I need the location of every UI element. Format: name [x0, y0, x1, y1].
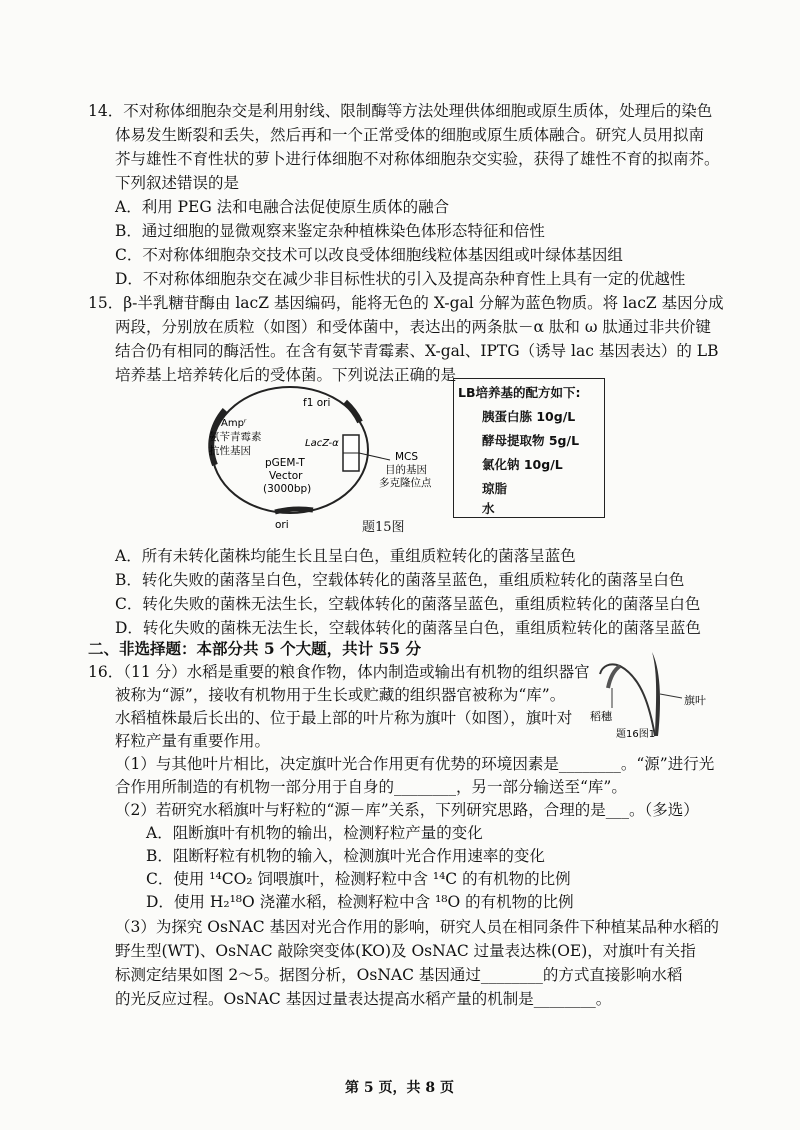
q16-part2-option-c: C．使用 ¹⁴CO₂ 饲喂旗叶，检测籽粒中含 ¹⁴C 的有机物的比例: [146, 870, 571, 888]
plasmid-figure: [195, 380, 455, 530]
q15-line-4: 培养基上培养转化后的受体菌。下列说法正确的是: [115, 366, 457, 384]
rice-figure-caption: 题16图1: [616, 729, 656, 740]
q16-part2-option-b: B．阻断籽粒有机物的输入，检测旗叶光合作用速率的变化: [146, 847, 545, 865]
page-footer: 第 5 页，共 8 页: [345, 1080, 454, 1096]
q16-intro-1: 16．（11 分）水稻是重要的粮食作物，体内制造或输出有机物的组织器官: [88, 663, 590, 681]
rice-panicle: [600, 664, 655, 736]
q16-part3-line-1: （3）为探究 OsNAC 基因对光合作用的影响，研究人员在相同条件下种植某品种水稻的: [115, 918, 719, 936]
amp-label-1: Ampʳ: [221, 418, 247, 429]
q16-part3-line-4: 的光反应过程。OsNAC 基因过量表达提高水稻产量的机制是________。: [115, 990, 612, 1008]
q16-part1-line-2: 合作用所制造的有机物一部分用于自身的________，另一部分输送至“库”。: [115, 778, 627, 796]
q16-part2-option-a: A．阻断旗叶有机物的输出，检测籽粒产量的变化: [146, 824, 483, 842]
lb-item: 琼脂: [482, 481, 508, 496]
q16-intro-2: 被称为“源”，接收有机物用于生长或贮藏的组织器官被称为“库”。: [115, 686, 566, 704]
lb-item: 胰蛋白胨 10g/L: [482, 409, 576, 424]
q14-option-c: C．不对称体细胞杂交技术可以改良受体细胞线粒体基因组或叶绿体基因组: [115, 246, 623, 264]
lb-item: 酵母提取物 5g/L: [482, 433, 580, 448]
q16-part1-line-1: （1）与其他叶片相比，决定旗叶光合作用更有优势的环境因素是________。“源”进行光: [115, 755, 715, 773]
q15-option-c: C．转化失败的菌株无法生长，空载体转化的菌落呈蓝色，重组质粒转化的菌落呈白色: [115, 595, 701, 613]
q16-part2: （2）若研究水稻旗叶与籽粒的“源－库”关系，下列研究思路，合理的是___。（多选）: [115, 801, 699, 819]
q15-line-1: 15．β-半乳糖苷酶由 lacZ 基因编码，能将无色的 X-gal 分解为蓝色物质。将 lacZ 基因分成: [88, 294, 724, 312]
q16-part2-option-d: D．使用 H₂¹⁸O 浇灌水稻，检测籽粒中含 ¹⁸O 的有机物的比例: [146, 893, 574, 911]
lb-medium-title: LB培养基的配方如下:: [458, 385, 581, 400]
q15-line-2: 两段，分别放在质粒（如图）和受体菌中，表达出的两条肽－α 肽和 ω 肽通过非共价键: [115, 318, 711, 336]
q15-option-a: A．所有未转化菌株均能生长且呈白色，重组质粒转化的菌落呈蓝色: [115, 547, 576, 565]
plasmid-caption: 题15图: [362, 520, 405, 535]
mcs-label-2: 目的基因: [385, 464, 427, 476]
q15-option-d: D．转化失败的菌株无法生长，空载体转化的菌落呈白色，重组质粒转化的菌落呈蓝色: [115, 619, 701, 637]
q14-line-4: 下列叙述错误的是: [115, 174, 240, 192]
q15-line-3: 结合仍有相同的酶活性。在含有氨苄青霉素、X-gal、IPTG（诱导 lac 基因表达）的 LB: [115, 342, 719, 360]
f1-ori-segment: [345, 402, 360, 422]
ori-segment: [275, 509, 313, 512]
q16-intro-3: 水稻植株最后长出的、位于最上部的叶片称为旗叶（如图），旗叶对: [115, 709, 573, 727]
section-heading: 二、非选择题：本部分共 5 个大题，共计 55 分: [88, 639, 421, 658]
amp-label-2: 氨苄青霉素: [209, 431, 262, 443]
lb-item: 氯化钠 10g/L: [482, 457, 563, 472]
rice-grains: [608, 666, 620, 688]
vector-label-1: pGEM-T: [265, 457, 305, 469]
flag-leaf-label: 旗叶: [684, 694, 706, 707]
lacz-label: LacZ-α: [305, 438, 339, 449]
vector-label-3: (3000bp): [263, 483, 312, 495]
lb-item: 水: [482, 501, 495, 516]
rice-figure: [590, 648, 720, 740]
q14-line-3: 芥与雄性不育性状的萝卜进行体细胞不对称体细胞杂交实验，获得了雄性不育的拟南芥。: [115, 150, 720, 168]
ori-label: ori: [275, 519, 289, 530]
panicle-label: 稻穗: [590, 710, 612, 723]
q14-option-b: B．通过细胞的显微观察来鉴定杂种植株染色体形态特征和倍性: [115, 222, 545, 240]
q16-intro-4: 籽粒产量有重要作用。: [115, 732, 271, 750]
q14-option-d: D．不对称体细胞杂交在减少非目标性状的引入及提高杂种育性上具有一定的优越性: [115, 270, 686, 288]
vector-label-2: Vector: [269, 470, 303, 482]
f1-ori-label: f1 ori: [303, 397, 331, 409]
q14-line-2: 体易发生断裂和丢失，然后再和一个正常受体的细胞或原生质体融合。研究人员用拟南: [115, 126, 705, 144]
q15-option-b: B．转化失败的菌落呈白色，空载体转化的菌落呈蓝色，重组质粒转化的菌落呈白色: [115, 571, 685, 589]
lb-medium-box: [453, 378, 605, 518]
mcs-label-3: 多克隆位点: [379, 477, 432, 489]
amp-label-3: 抗性基因: [209, 445, 251, 457]
q16-part3-line-3: 标测定结果如图 2～5。据图分析，OsNAC 基因通过________的方式直接影响水稻: [115, 966, 683, 984]
q16-part3-line-2: 野生型(WT)、OsNAC 敲除突变体(KO)及 OsNAC 过量表达株(OE)，对旗叶有关指: [115, 942, 696, 960]
q14-option-a: A．利用 PEG 法和电融合法促使原生质体的融合: [115, 198, 450, 216]
q14-line-1: 14．不对称体细胞杂交是利用射线、限制酶等方法处理供体细胞或原生质体，处理后的染色: [88, 102, 713, 120]
mcs-label-1: MCS: [395, 451, 419, 463]
